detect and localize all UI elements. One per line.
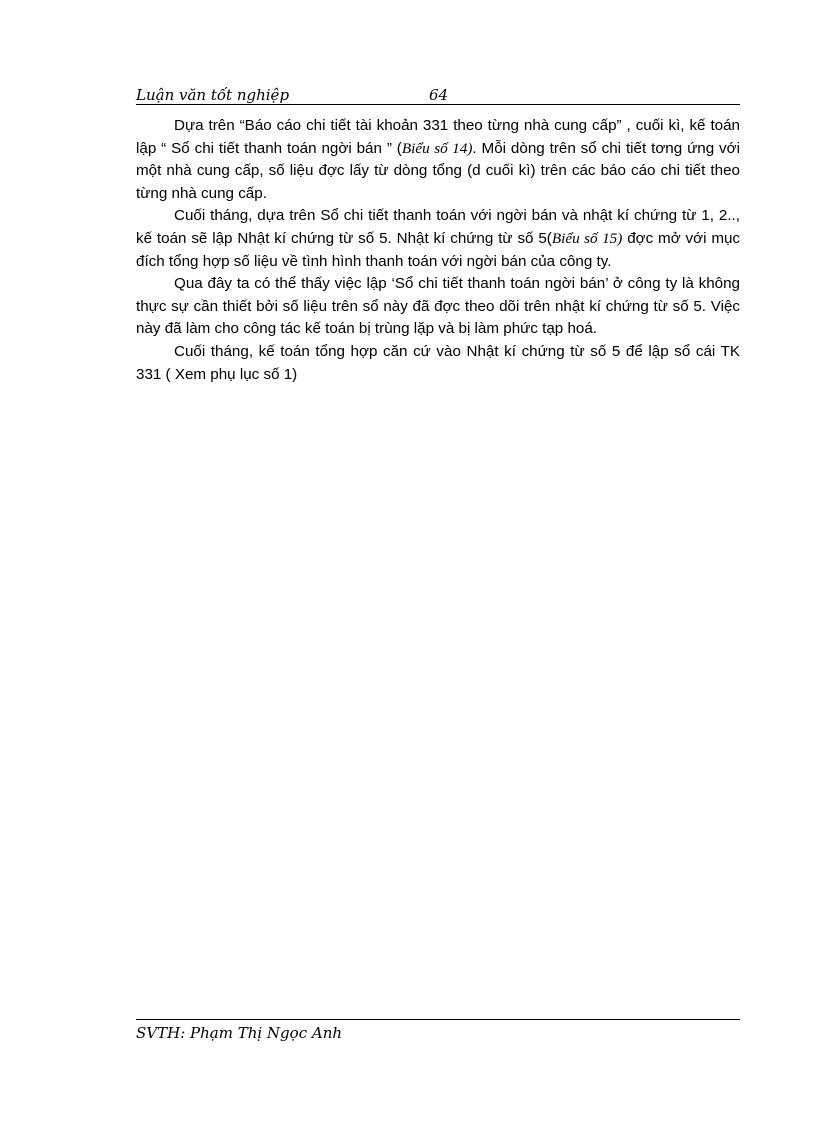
italic-reference: Biểu số 15) — [551, 229, 623, 247]
page-header — [136, 86, 740, 105]
text-run: Cuối tháng, kế toán tổng hợp căn cứ vào Nhật kí chứng từ số 5 để lập sổ cái TK 331 ( Xem phụ lục số 1) — [136, 342, 740, 383]
body-text — [136, 115, 740, 386]
text-run: Qua đây ta có thể thấy việc lập ‘Sổ chi tiết thanh toán ngời bán’ ở công ty là không thực sự cần thiết bởi số liệu trên sổ này đã đợc theo dõi trên nhật kí chứng từ số 5. Việc này đã làm cho công tác kế toán bị trùng lặp và bị làm phức tạp hoá. — [136, 275, 740, 338]
thesis-title: Luận văn tốt nghiệp — [136, 86, 290, 104]
italic-reference: Biểu số 14) — [401, 139, 473, 157]
text-run: . Mỗi dòng trên sổ chi tiết tơng ứng với một nhà cung cấp, số liệu đợc lấy từ dòng tổng (d cuối kì) trên các báo cáo chi tiết theo từng nhà cung cấp. — [136, 139, 740, 202]
paragraph — [136, 115, 740, 205]
paragraph — [136, 273, 740, 341]
text-run: đợc mở với mục đích tổng hợp số liệu về tình hình thanh toán với ngời bán của công ty. — [136, 229, 741, 270]
page-footer: SVTH: Phạm Thị Ngọc Anh — [136, 1024, 343, 1042]
page-number: 64 — [429, 86, 449, 104]
text-run: Dựa trên “Báo cáo chi tiết tài khoản 331 theo từng nhà cung cấp” , cuối kì, kế toán lập “ Sổ chi tiết thanh toán ngời bán ” ( — [136, 117, 740, 157]
paragraph — [136, 341, 740, 386]
footer-divider — [136, 1019, 740, 1020]
text-run: Cuối tháng, dựa trên Sổ chi tiết thanh toán với ngời bán và nhật kí chứng từ 1, 2.., kế toán sẽ lập Nhật kí chứng từ số 5. Nhật kí chứng từ số 5( — [136, 207, 740, 247]
paragraph — [136, 205, 740, 273]
